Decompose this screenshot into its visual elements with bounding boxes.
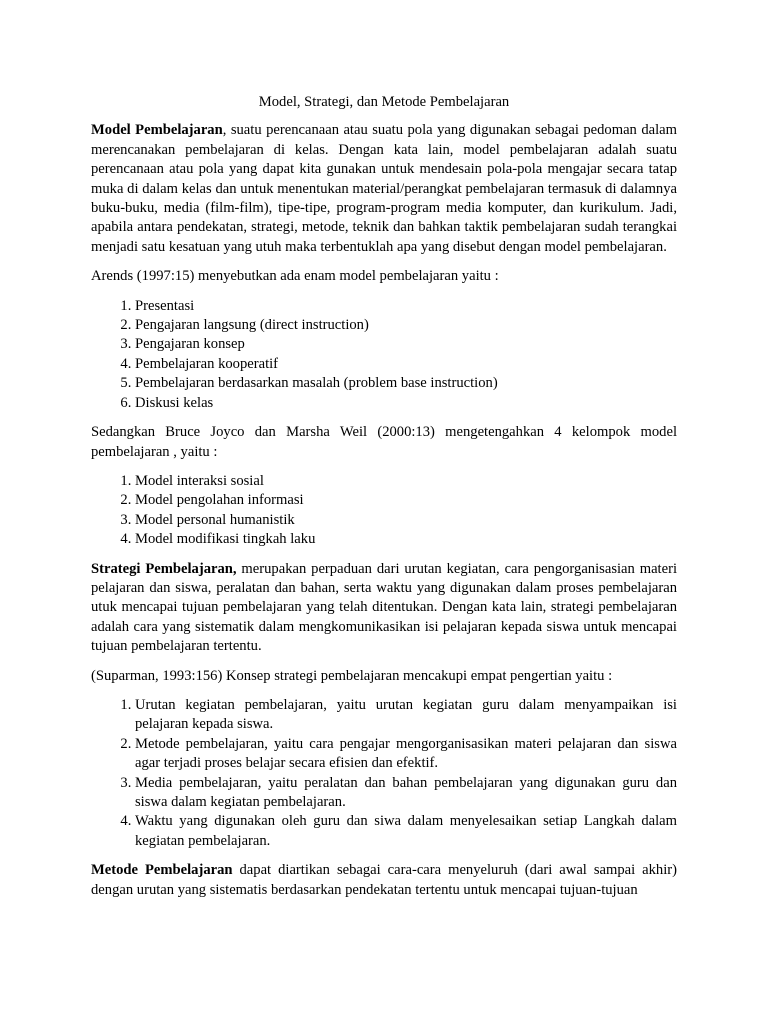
list-item: 2. Metode pembelajaran, yaitu cara pengajar mengorganisasikan materi pelajaran dan siswa agar terjadi proses belajar secara efisien dan efektif.	[135, 735, 677, 774]
paragraph-joyce-weil: Sedangkan Bruce Joyco dan Marsha Weil (2000:13) mengetengahkan 4 kelompok model pembelajaran , yaitu :	[91, 424, 677, 460]
document-body	[91, 93, 677, 900]
term-model-pembelajaran: Model Pembelajaran	[91, 122, 223, 139]
list-item: 3. Pengajaran konsep	[135, 335, 677, 354]
list-item: 3. Model personal humanistik	[135, 511, 677, 530]
document-title: Model, Strategi, dan Metode Pembelajaran	[258, 94, 510, 110]
term-metode-pembelajaran: Metode Pembelajaran	[91, 862, 233, 879]
list-joyce-weil-models	[91, 472, 677, 550]
paragraph-metode-pembelajaran	[91, 861, 677, 900]
list-item: 1. Presentasi	[135, 297, 677, 316]
paragraph-text: , suatu perencanaan atau suatu pola yang digunakan sebagai pedoman dalam merencanakan pembelajaran di kelas. Dengan kata lain, model pembelajaran adalah suatu perencanaan atau pola yang dapat kita gunakan untuk mendesain pola-pola mengajar secara tatap muka di dalam kelas dan untuk menentukan material/perangkat pembelajaran termasuk di dalamnya buku-buku, media (film-film), tipe-tipe, program-program media komputer, dan kurikulum. Jadi, apabila antara pendekatan, strategi, metode, teknik dan bahkan taktik pembelajaran sudah terangkai menjadi satu kesatuan yang utuh maka terbentuklah apa yang disebut dengan model pembelajaran.	[91, 122, 677, 255]
list-strategy-concepts	[91, 696, 677, 851]
list-item: 1. Model interaksi sosial	[135, 472, 677, 491]
list-item: 4. Model modifikasi tingkah laku	[135, 530, 677, 549]
list-item: 3. Media pembelajaran, yaitu peralatan dan bahan pembelajaran yang digunakan guru dan siswa dalam kegiatan pembelajaran.	[135, 774, 677, 813]
list-arends-models	[91, 297, 677, 413]
paragraph-arends: Arends (1997:15) menyebutkan ada enam model pembelajaran yaitu :	[91, 268, 499, 285]
term-strategi-pembelajaran: Strategi Pembelajaran,	[91, 560, 237, 577]
paragraph-strategi-pembelajaran	[91, 560, 677, 657]
paragraph-suparman: (Suparman, 1993:156) Konsep strategi pembelajaran mencakupi empat pengertian yaitu :	[91, 667, 613, 684]
list-item: 4. Waktu yang digunakan oleh guru dan siwa dalam menyelesaikan setiap Langkah dalam kegiatan pembelajaran.	[135, 812, 677, 851]
paragraph-model-pembelajaran	[91, 121, 677, 257]
list-item: 1. Urutan kegiatan pembelajaran, yaitu urutan kegiatan guru dalam menyampaikan isi pelajaran kepada siswa.	[135, 696, 677, 735]
list-item: 5. Pembelajaran berdasarkan masalah (problem base instruction)	[135, 374, 677, 393]
list-item: 4. Pembelajaran kooperatif	[135, 355, 677, 374]
list-item: 2. Pengajaran langsung (direct instruction)	[135, 316, 677, 335]
paragraph-text: merupakan perpaduan dari urutan kegiatan, cara pengorganisasian materi pelajaran dan siswa, peralatan dan bahan, serta waktu yang digunakan dalam proses pembelajaran utuk mencapai tujuan pembelajaran yang telah ditentukan. Dengan kata lain, strategi pembelajaran adalah cara yang sistematik dalam mengkomunikasikan isi pelajaran kepada siswa untuk mencapai tujuan pembelajaran tertentu.	[91, 560, 677, 655]
paragraph-text: dapat diartikan sebagai cara-cara menyeluruh (dari awal sampai akhir) dengan urutan yang sistematis berdasarkan pendekatan tertentu untuk mencapai tujuan-tujuan	[91, 862, 677, 898]
list-item: 2. Model pengolahan informasi	[135, 491, 677, 510]
list-item: 6. Diskusi kelas	[135, 394, 677, 413]
